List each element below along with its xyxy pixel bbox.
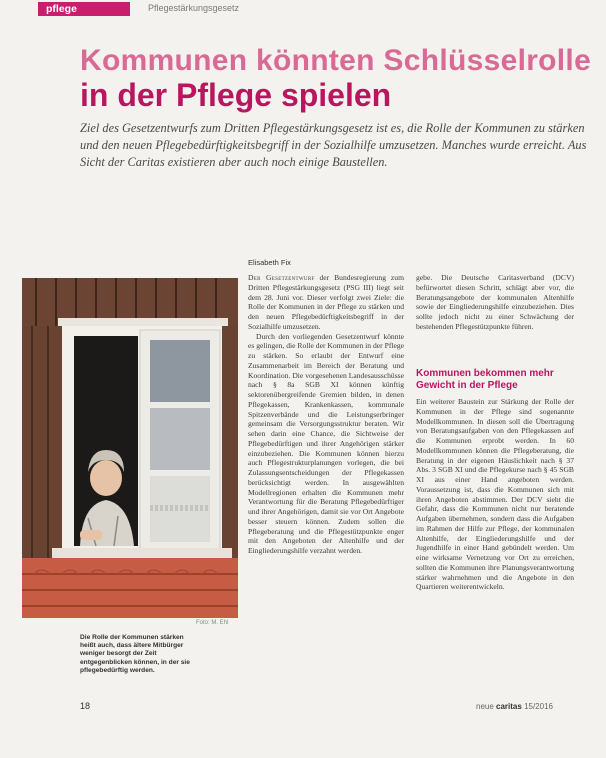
author-name: Elisabeth Fix	[248, 258, 291, 267]
subheading: Kommunen bekommen mehr Gewicht in der Pflege	[416, 368, 554, 391]
paragraph	[248, 273, 404, 332]
title-line-2: in der Pflege spielen	[80, 77, 392, 113]
body-column-2	[416, 273, 574, 357]
running-header	[0, 0, 606, 17]
body-column-3	[416, 397, 574, 703]
magazine-footer	[476, 702, 553, 711]
paragraph: Durch den vorliegenden Gesetzentwurf könnte es gelingen, die Rolle der Kommunen in der Pflege zu stärken. So erlaubt der Entwurf eine Zusammenarbeit im Bereich der Beratung und Koordination. Die vorgesehenen Landesausschüsse nach § 8a SGB XI können künftig sektorenübergreifende Gremien bilden, in denen Pflegekassen, Krankenkassen, kommunale Spitzenverbände und die Leistungserbringer gemeinsam die Versorgungsstruktur beraten. Wir sehen darin eine Chance, die Sichtweise der Pflegebedürftigen und ihrer Angehörigen stärker einzubeziehen. Die Kommunen können hierzu auch Pflegestrukturplanungen vorlegen, die bei Zulassungsentscheidungen der Pflegekassen berücksichtigt werden. In ausgewählten Modellregionen erhalten die Kommunen mehr Verantwortung für die Beratung Pflegebedürftiger und ihrer Angehörigen, damit sie vor Ort Angebote besser steuern können. Zudem sollen die Pflegeberatung und die Pflegestützpunkte enger mit den Angeboten der Altenhilfe und der Eingliederungshilfe verzahnt werden.	[248, 331, 404, 555]
window-woman-illustration	[22, 278, 238, 618]
title-line-1: Kommunen könnten Schlüsselrolle	[80, 44, 592, 77]
paragraph: Ein weiterer Baustein zur Stärkung der Rolle der Kommunen in der Pflege sind sogenannte Modellkommunen. In diesen soll die Übertragung von Beratungsaufgaben von den Pflegekassen auf die Kommunen erprobt werden. In 60 Modellkommunen können die Pflegeberatung, die Beratung in der eigenen Häuslichkeit nach § 37 Abs. 3 SGB XI und die Pflegekurse nach § 45 SGB XI aus einer Hand angeboten werden. Voraussetzung ist, dass die Kommunen sich mit ihren Angeboten abstimmen. Der DCV sieht die Gefahr, dass die Kommunen nicht nur beratende Aufgaben übernehmen, sondern dass die Aufgaben im Rahmen der Hilfe zur Pflege, der kommunalen Altenhilfe, der Eingliederungshilfe und der Jugendhilfe in einer Hand gebündelt werden. Um eine wirksame Vernetzung vor Ort zu erreichen, sollten die Kommunen ihre Planungsverantwortung stärker wahrnehmen und die Angebote in den Quartieren weiterentwickeln.	[416, 397, 574, 592]
photo-credit: Foto: M. Ehl	[196, 620, 229, 626]
magazine-prefix: neue	[476, 702, 497, 711]
section-tag: pflege	[38, 2, 130, 16]
article-photo	[22, 278, 238, 618]
photo-caption: Die Rolle der Kommunen stärken heißt auch, dass ältere Mitbürger weniger besorgt der Zeit entgegenblicken können, in der sie pflegebedürftig werden.	[80, 634, 190, 674]
body-column-1	[248, 273, 404, 703]
running-head: Pflegestärkungsgesetz	[148, 3, 240, 13]
page-number: 18	[80, 701, 91, 711]
article-title	[80, 44, 600, 112]
magazine-name: caritas	[496, 702, 522, 711]
paragraph-text: der Bundesregierung zum Dritten Pflegestärkungsgesetz (PSG III) liegt seit dem 28. Juni vor. Dieser verfolgt zwei Ziele: die Rolle der Kommunen in der Pflege zu stärken und den neuen Pflegebedürftigkeitsbegriff in der Sozialhilfe umzusetzen.	[248, 273, 404, 331]
roof-tiles	[22, 558, 238, 618]
paragraph: gebe. Die Deutsche Caritasverband (DCV) befürwortet diesen Schritt, schlägt aber vor, die Beratungsangebote der kommunalen Altenhilfe sowie der Eingliederungshilfe einzubeziehen. Dies sollte jedoch nicht zu einer Schwächung der bestehenden Pflegestützpunkte führen.	[416, 273, 574, 331]
issue-number: 15/2016	[524, 702, 553, 711]
opening-words: Der Gesetzentwurf	[248, 273, 315, 282]
lead-paragraph: Ziel des Gesetzentwurfs zum Dritten Pflegestärkungsgesetz ist es, die Rolle der Kommunen zu stärken und den neuen Pflegebedürftigkeitsbegriff in der Sozialhilfe umzusetzen. Manches wurde erreicht. Aus Sicht der Caritas existieren aber auch noch einige Baustellen.	[80, 121, 587, 169]
